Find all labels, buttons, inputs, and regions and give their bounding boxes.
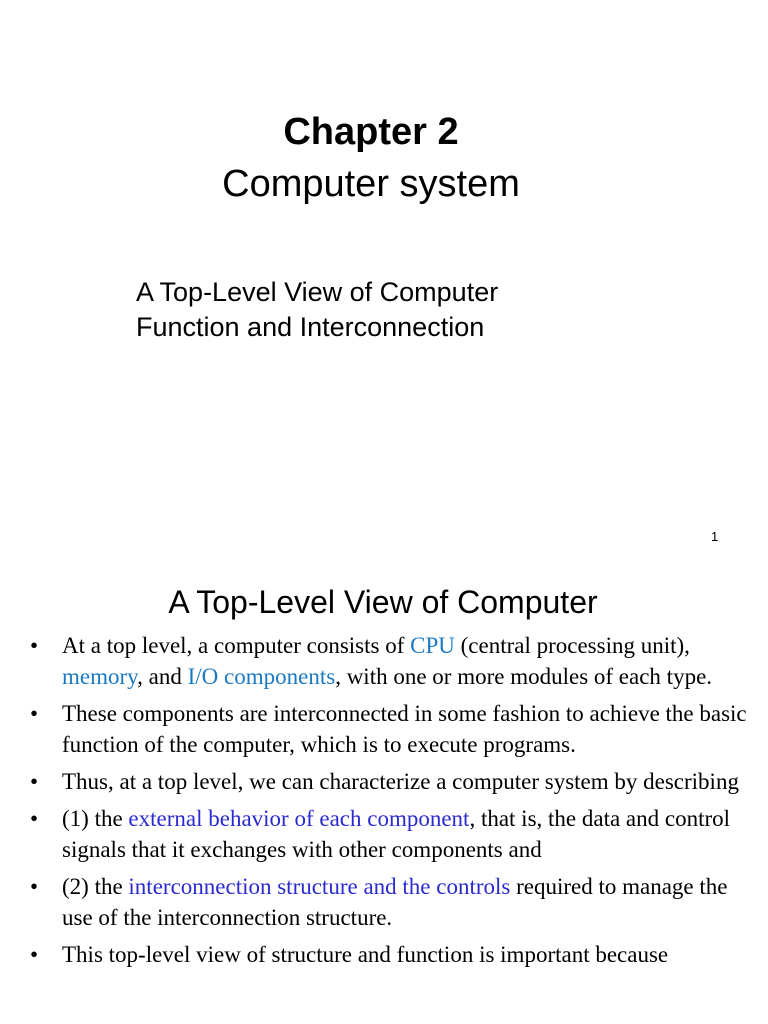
page-number: 1: [711, 529, 719, 544]
slide-title: A Top-Level View of Computer: [168, 584, 598, 620]
bullet-item: • This top-level view of structure and function is important because: [30, 939, 750, 970]
highlight-cpu: CPU: [410, 633, 455, 658]
highlight-external-behavior: external behavior of each component: [128, 806, 470, 831]
highlight-interconnection-structure: interconnection structure and the controls: [128, 874, 511, 899]
chapter-heading: Chapter 2: [283, 111, 459, 153]
bullet-icon: •: [30, 874, 39, 899]
bullet-item: • These components are interconnected in some fashion to achieve the basic function of the computer, which is to execute programs.: [30, 698, 750, 760]
bullet-icon: •: [30, 806, 39, 831]
bullet-icon: •: [30, 701, 39, 726]
content-slide: [0, 560, 768, 1024]
bullet-item: • (2) the interconnection structure and the controls required to manage the use of the interconnection structure.: [30, 871, 750, 933]
chapter-subtitle: Computer system: [222, 163, 520, 205]
section-subheading: [136, 275, 696, 345]
subheading-line-2: Function and Interconnection: [136, 312, 485, 342]
bullet-icon: •: [30, 769, 39, 794]
bullet-icon: •: [30, 942, 39, 967]
bullet-item: • Thus, at a top level, we can characterize a computer system by describing: [30, 766, 750, 797]
bullet-item: • (1) the external behavior of each component, that is, the data and control signals that it exchanges with other components and: [30, 803, 750, 865]
bullet-item: • At a top level, a computer consists of CPU (central processing unit), memory, and I/O components, with one or more modules of each type.: [30, 630, 750, 692]
bullet-icon: •: [30, 633, 39, 658]
highlight-memory: memory: [62, 664, 138, 689]
subheading-line-1: A Top-Level View of Computer: [136, 277, 499, 307]
bullet-list: [30, 630, 750, 976]
highlight-io-components: I/O components: [187, 664, 336, 689]
